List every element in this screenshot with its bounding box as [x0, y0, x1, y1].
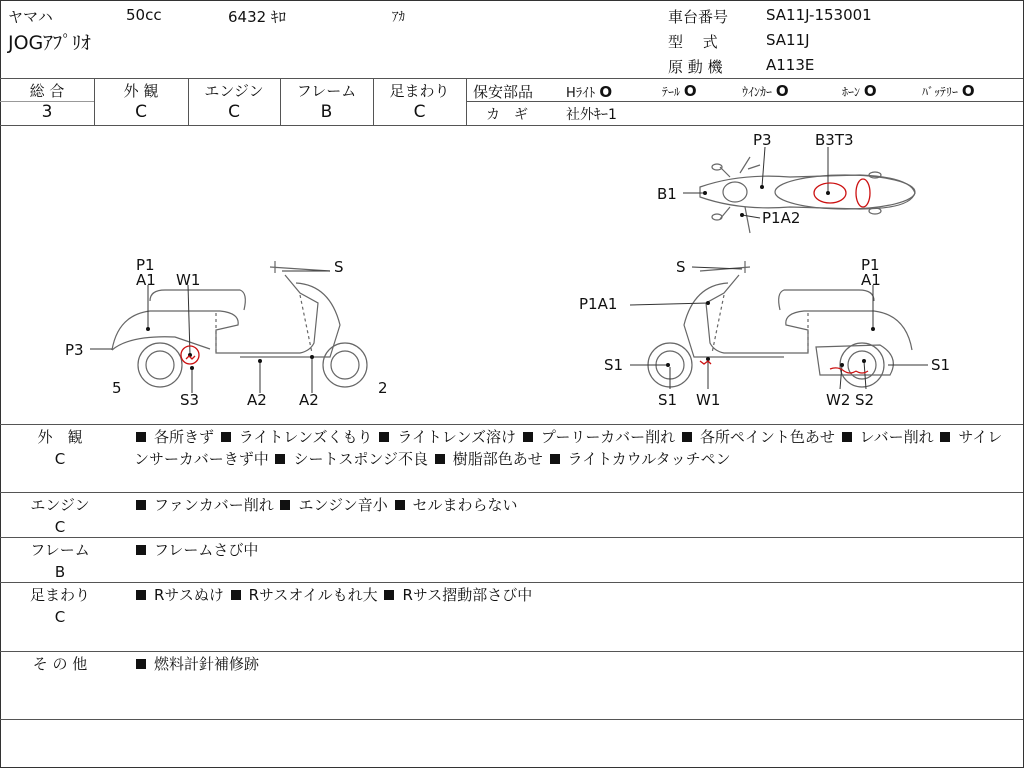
label-left-w1: W1 — [176, 271, 201, 289]
label-top-b1: B1 — [657, 185, 677, 203]
label-left-s: S — [334, 258, 344, 276]
label-left-p3: P3 — [65, 341, 84, 359]
type-label: 型 式 — [668, 33, 718, 51]
type-value: SA11J — [766, 31, 810, 49]
safety-item-battery: ﾊﾞｯﾃﾘｰ O — [922, 82, 975, 100]
label-right-s1b: S1 — [658, 391, 678, 409]
frame-no: SA11J-153001 — [766, 6, 872, 24]
divider — [466, 78, 467, 125]
label-right-s2: S2 — [855, 391, 875, 409]
note-engine-label: エンジン — [30, 496, 90, 514]
note-other-items: 燃料計針補修跡 — [134, 653, 1014, 675]
divider — [0, 582, 1023, 583]
label-left-5: 5 — [112, 379, 122, 397]
color: ｱｶ — [392, 10, 405, 25]
label-left-s3: S3 — [180, 391, 200, 409]
note-suspension-grade: C — [54, 608, 66, 626]
note-other-label: そ の 他 — [32, 655, 88, 673]
note-exterior-items: 各所きず ライトレンズくもり ライトレンズ溶け プーリーカバー削れ 各所ペイント色あせ レバー削れ サイレンサーカバーきず中 シートスポンジ不良 樹脂部色あせ ライトカウルタッチペン — [134, 428, 1003, 468]
safety-item-horn: ﾎｰﾝ O — [842, 82, 877, 100]
label-right-a1: A1 — [861, 271, 881, 289]
note-frame-items: フレームさび中 — [134, 539, 1014, 561]
label-left-a2a: A2 — [247, 391, 267, 409]
divider — [0, 492, 1023, 493]
grade-label-overall: 総 合 — [29, 82, 65, 100]
divider — [0, 78, 1023, 79]
label-left-2: 2 — [378, 379, 388, 397]
label-right-p1a1: P1A1 — [579, 295, 618, 313]
label-right-w2: W2 — [826, 391, 851, 409]
frame-no-label: 車台番号 — [668, 8, 729, 26]
top-view-scooter — [700, 157, 915, 233]
displacement: 50cc — [126, 6, 162, 24]
label-right-w1: W1 — [696, 391, 721, 409]
divider — [0, 719, 1023, 720]
maker: ヤマハ — [8, 8, 53, 26]
grade-value-overall: 3 — [41, 102, 53, 122]
grade-value-suspension: C — [413, 102, 426, 122]
note-suspension-items: Rサスぬけ Rサスオイルもれ大 Rサス摺動部さび中 — [134, 584, 1014, 606]
engine-label: 原 動 機 — [668, 58, 723, 76]
label-right-s1c: S1 — [931, 356, 951, 374]
label-right-p1: P1 — [861, 256, 880, 274]
grade-label-engine: エンジン — [204, 82, 264, 100]
grade-value-engine: C — [228, 102, 240, 122]
note-engine-grade: C — [54, 518, 66, 536]
label-right-s: S — [676, 258, 686, 276]
grade-label-suspension: 足まわり — [389, 82, 450, 100]
divider — [0, 537, 1023, 538]
engine-value: A113E — [766, 56, 815, 74]
note-frame-grade: B — [54, 563, 66, 581]
label-top-b3t3: B3T3 — [815, 131, 854, 149]
note-exterior-label: 外 観 — [37, 428, 83, 446]
note-suspension-label: 足まわり — [29, 586, 90, 604]
label-left-a1: A1 — [136, 271, 156, 289]
note-frame-label: フレーム — [30, 541, 90, 559]
key-value: 社外ｷｰ1 — [566, 107, 617, 123]
damage-diagram — [0, 125, 1024, 425]
label-left-a2b: A2 — [299, 391, 319, 409]
grade-label-exterior: 外 観 — [123, 82, 159, 100]
safety-item-winker: ｳｲﾝｶｰ O — [742, 82, 789, 100]
note-engine-items: ファンカバー削れ エンジン音小 セルまわらない — [134, 494, 1014, 516]
note-exterior-grade: C — [54, 450, 66, 468]
divider — [466, 101, 1023, 102]
safety-item-headlight: Hﾗｲﾄ O — [566, 83, 613, 101]
label-left-p1: P1 — [136, 256, 155, 274]
label-right-s1a: S1 — [604, 356, 624, 374]
safety-item-tail: ﾃｰﾙ O — [662, 82, 697, 100]
grade-value-exterior: C — [135, 102, 147, 122]
key-label: カ ギ — [486, 107, 528, 123]
safety-label: 保安部品 — [473, 83, 534, 101]
label-top-p1a2: P1A2 — [762, 209, 801, 227]
model-name: JOGｱﾌﾟﾘｵ — [8, 32, 91, 54]
grade-label-frame: フレーム — [296, 82, 357, 100]
grade-value-frame: B — [320, 102, 333, 122]
mileage: 6432 ｷﾛ — [228, 8, 286, 26]
divider — [0, 651, 1023, 652]
label-top-p3: P3 — [753, 131, 772, 149]
